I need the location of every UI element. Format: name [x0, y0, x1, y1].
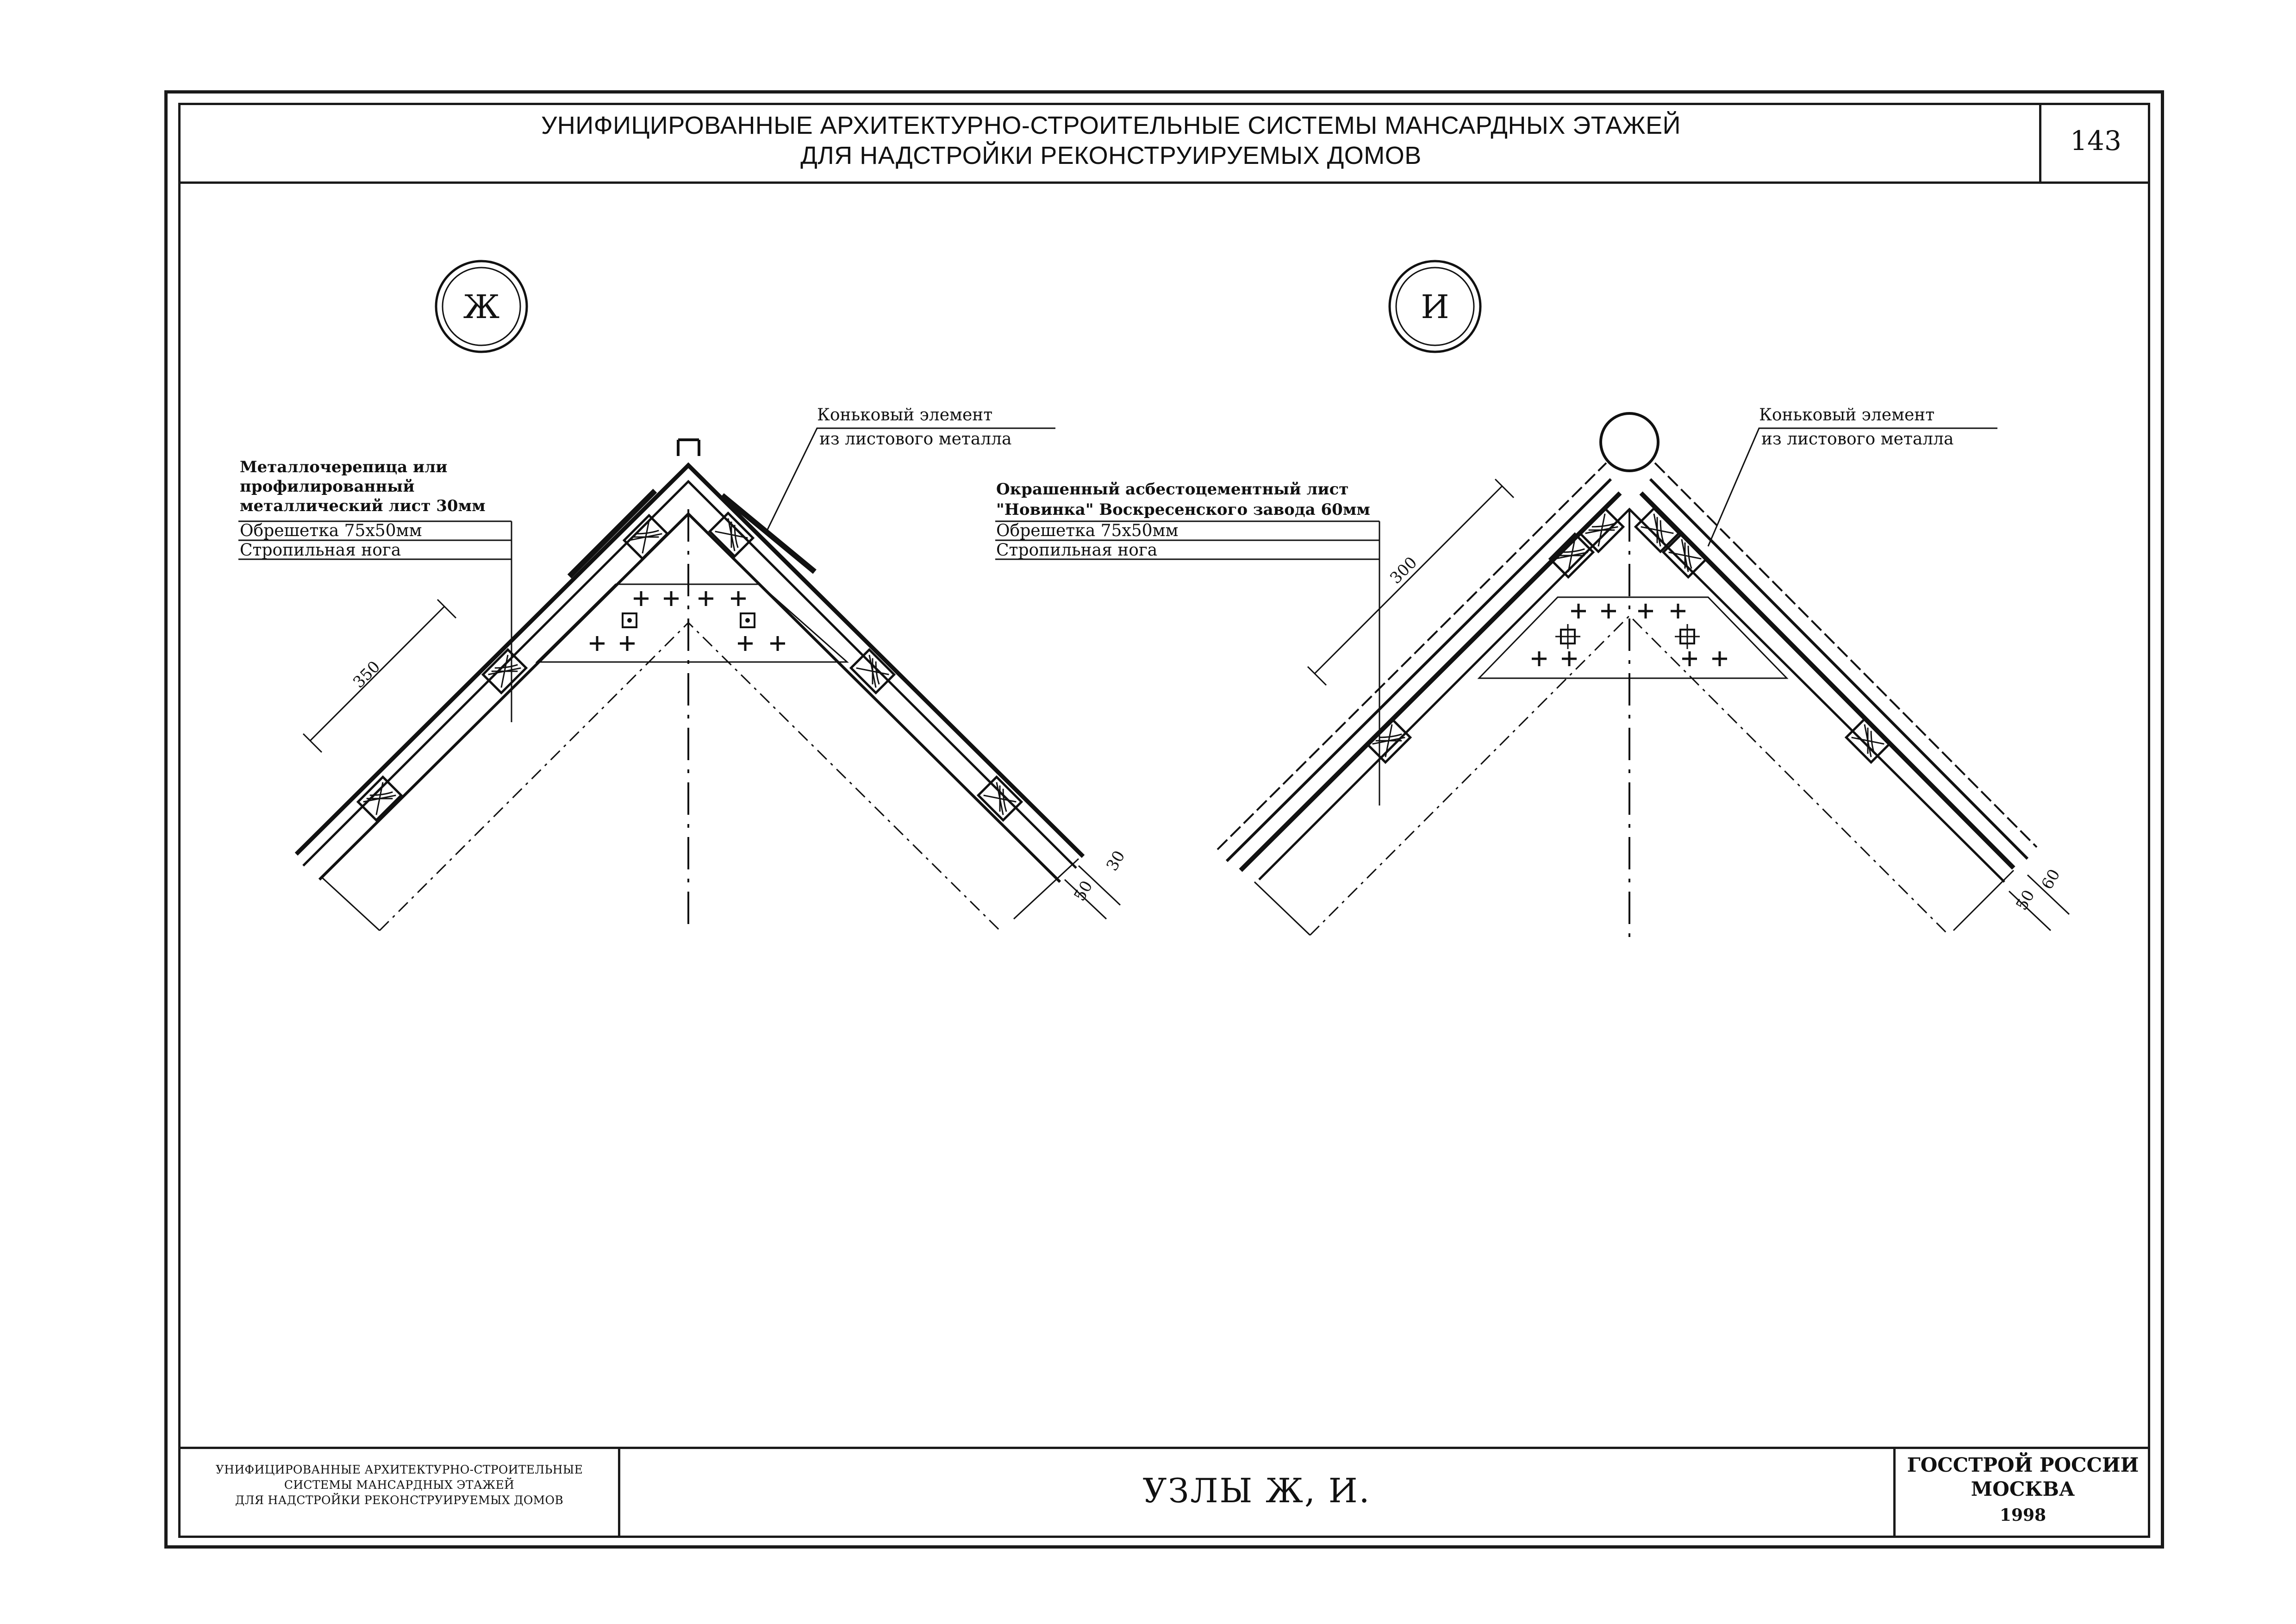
node-left-mark-label: Ж [463, 288, 500, 326]
node-left-callout-line1: Коньковый элемент [817, 406, 993, 425]
sheet-title: УЗЛЫ Ж, И. [1142, 1471, 1371, 1510]
node-left-layer-5: Стропильная нога [240, 541, 401, 560]
org-name: ГОССТРОЙ РОССИИ [1907, 1454, 2139, 1476]
node-left-layer-1: Металлочерепица или [240, 458, 448, 476]
node-left-dim-spacing: 350 [349, 657, 384, 692]
node-right-callout-line2: из листового металла [1761, 430, 1954, 449]
node-right-layer-3: Обрешетка 75х50мм [996, 521, 1179, 540]
node-right-layer-2: "Новинка" Воскресенского завода 60мм [996, 500, 1370, 519]
header-title-line1: УНИФИЦИРОВАННЫЕ АРХИТЕКТУРНО-СТРОИТЕЛЬНЫЕ СИСТЕМЫ МАНСАРДНЫХ ЭТАЖЕЙ [541, 112, 1681, 139]
node-left-dim-b: 30 [1103, 847, 1129, 874]
header-title-line2: ДЛЯ НАДСТРОЙКИ РЕКОНСТРУИРУЕМЫХ ДОМОВ [800, 142, 1422, 169]
page-number: 143 [2070, 125, 2121, 156]
node-right-callout-line1: Коньковый элемент [1759, 406, 1935, 425]
node-left-detail [238, 261, 1129, 931]
titleblock-left-line1: УНИФИЦИРОВАННЫЕ АРХИТЕКТУРНО-СТРОИТЕЛЬНЫЕ [215, 1463, 583, 1476]
node-right-dim-a: 50 [2012, 887, 2039, 914]
org-city: МОСКВА [1971, 1478, 2075, 1500]
node-right-layer-4: Стропильная нога [996, 541, 1158, 560]
node-right-mark-label: И [1421, 288, 1449, 326]
node-left-mark [436, 261, 527, 352]
titleblock-left-line3: ДЛЯ НАДСТРОЙКИ РЕКОНСТРУИРУЕМЫХ ДОМОВ [235, 1493, 564, 1507]
node-left-layer-4: Обрешетка 75х50мм [240, 521, 422, 540]
node-left-layer-3: металлический лист 30мм [240, 497, 486, 515]
org-year: 1998 [1999, 1505, 2046, 1525]
node-right-detail [995, 261, 2069, 940]
node-right-dim-b: 60 [2038, 866, 2064, 893]
node-right-mark [1390, 261, 1480, 352]
node-left-dim-a: 50 [1070, 877, 1097, 905]
node-left-layer-2: профилированный [240, 477, 415, 496]
node-right-dim-spacing: 300 [1386, 553, 1421, 588]
titleblock-left-line2: СИСТЕМЫ МАНСАРДНЫХ ЭТАЖЕЙ [284, 1478, 515, 1492]
node-right-layer-1: Окрашенный асбестоцементный лист [996, 480, 1349, 499]
node-left-callout-line2: из листового металла [819, 430, 1012, 449]
